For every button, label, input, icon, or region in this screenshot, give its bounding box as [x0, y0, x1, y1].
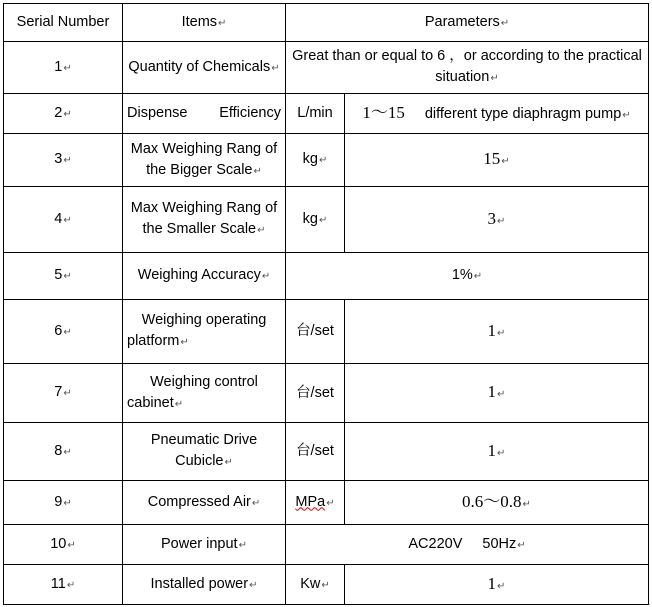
parameter-cell: 1↵: [345, 300, 649, 364]
serial-cell: 5↵: [4, 253, 123, 300]
header-items: Items↵: [123, 4, 286, 42]
serial-cell: 11↵: [4, 565, 123, 605]
serial-cell: 8↵: [4, 423, 123, 481]
table-row: [4, 423, 649, 481]
item-cell: Compressed Air↵: [123, 481, 286, 525]
header-serial-number: Serial Number: [4, 4, 123, 42]
header-row: [4, 4, 649, 42]
unit-cell: 台/set: [286, 423, 345, 481]
unit-cell: kg↵: [286, 187, 345, 253]
unit-cell: MPa↵: [286, 481, 345, 525]
header-parameters: Parameters↵: [286, 4, 649, 42]
unit-cell: 台/set: [286, 300, 345, 364]
item-cell: Weighing operating platform↵: [123, 300, 286, 364]
item-cell: Power input↵: [123, 525, 286, 565]
serial-cell: 6↵: [4, 300, 123, 364]
item-cell: Weighing Accuracy↵: [123, 253, 286, 300]
unit-cell: kg↵: [286, 134, 345, 187]
corner-mark: .: [648, 597, 651, 607]
parameter-cell: 1%↵: [286, 253, 649, 300]
table-row: [4, 525, 649, 565]
serial-cell: 2↵: [4, 94, 123, 134]
table-row: [4, 481, 649, 525]
parameter-cell: 1↵: [345, 423, 649, 481]
item-cell: Weighing control cabinet↵: [123, 364, 286, 423]
parameter-cell: 1↵: [345, 364, 649, 423]
item-cell: Quantity of Chemicals↵: [123, 42, 286, 94]
table-row: [4, 565, 649, 605]
serial-cell: 1↵: [4, 42, 123, 94]
item-cell: Dispense Efficiency: [123, 94, 286, 134]
unit-cell: L/min: [286, 94, 345, 134]
serial-cell: 3↵: [4, 134, 123, 187]
parameter-cell: Great than or equal to 6 ，or according to the practical situation↵: [286, 42, 649, 94]
parameter-cell: 15↵: [345, 134, 649, 187]
serial-cell: 9↵: [4, 481, 123, 525]
item-cell: Installed power↵: [123, 565, 286, 605]
spec-table: [3, 3, 649, 605]
parameter-cell: 1～15 different type diaphragm pump↵: [345, 94, 649, 134]
table-row: [4, 134, 649, 187]
serial-cell: 10↵: [4, 525, 123, 565]
table-row: [4, 300, 649, 364]
table-row: [4, 42, 649, 94]
item-cell: Max Weighing Rang of the Bigger Scale↵: [123, 134, 286, 187]
parameter-cell: 1↵: [345, 565, 649, 605]
table-row: [4, 364, 649, 423]
serial-cell: 7↵: [4, 364, 123, 423]
unit-cell: Kw↵: [286, 565, 345, 605]
table-row: [4, 187, 649, 253]
parameter-cell: 3↵: [345, 187, 649, 253]
table-row: [4, 253, 649, 300]
table-row: [4, 94, 649, 134]
item-cell: Max Weighing Rang of the Smaller Scale↵: [123, 187, 286, 253]
unit-cell: 台/set: [286, 364, 345, 423]
parameter-cell: 0.6～0.8↵: [345, 481, 649, 525]
item-cell: Pneumatic Drive Cubicle↵: [123, 423, 286, 481]
parameter-cell: AC220V 50Hz↵: [286, 525, 649, 565]
serial-cell: 4↵: [4, 187, 123, 253]
